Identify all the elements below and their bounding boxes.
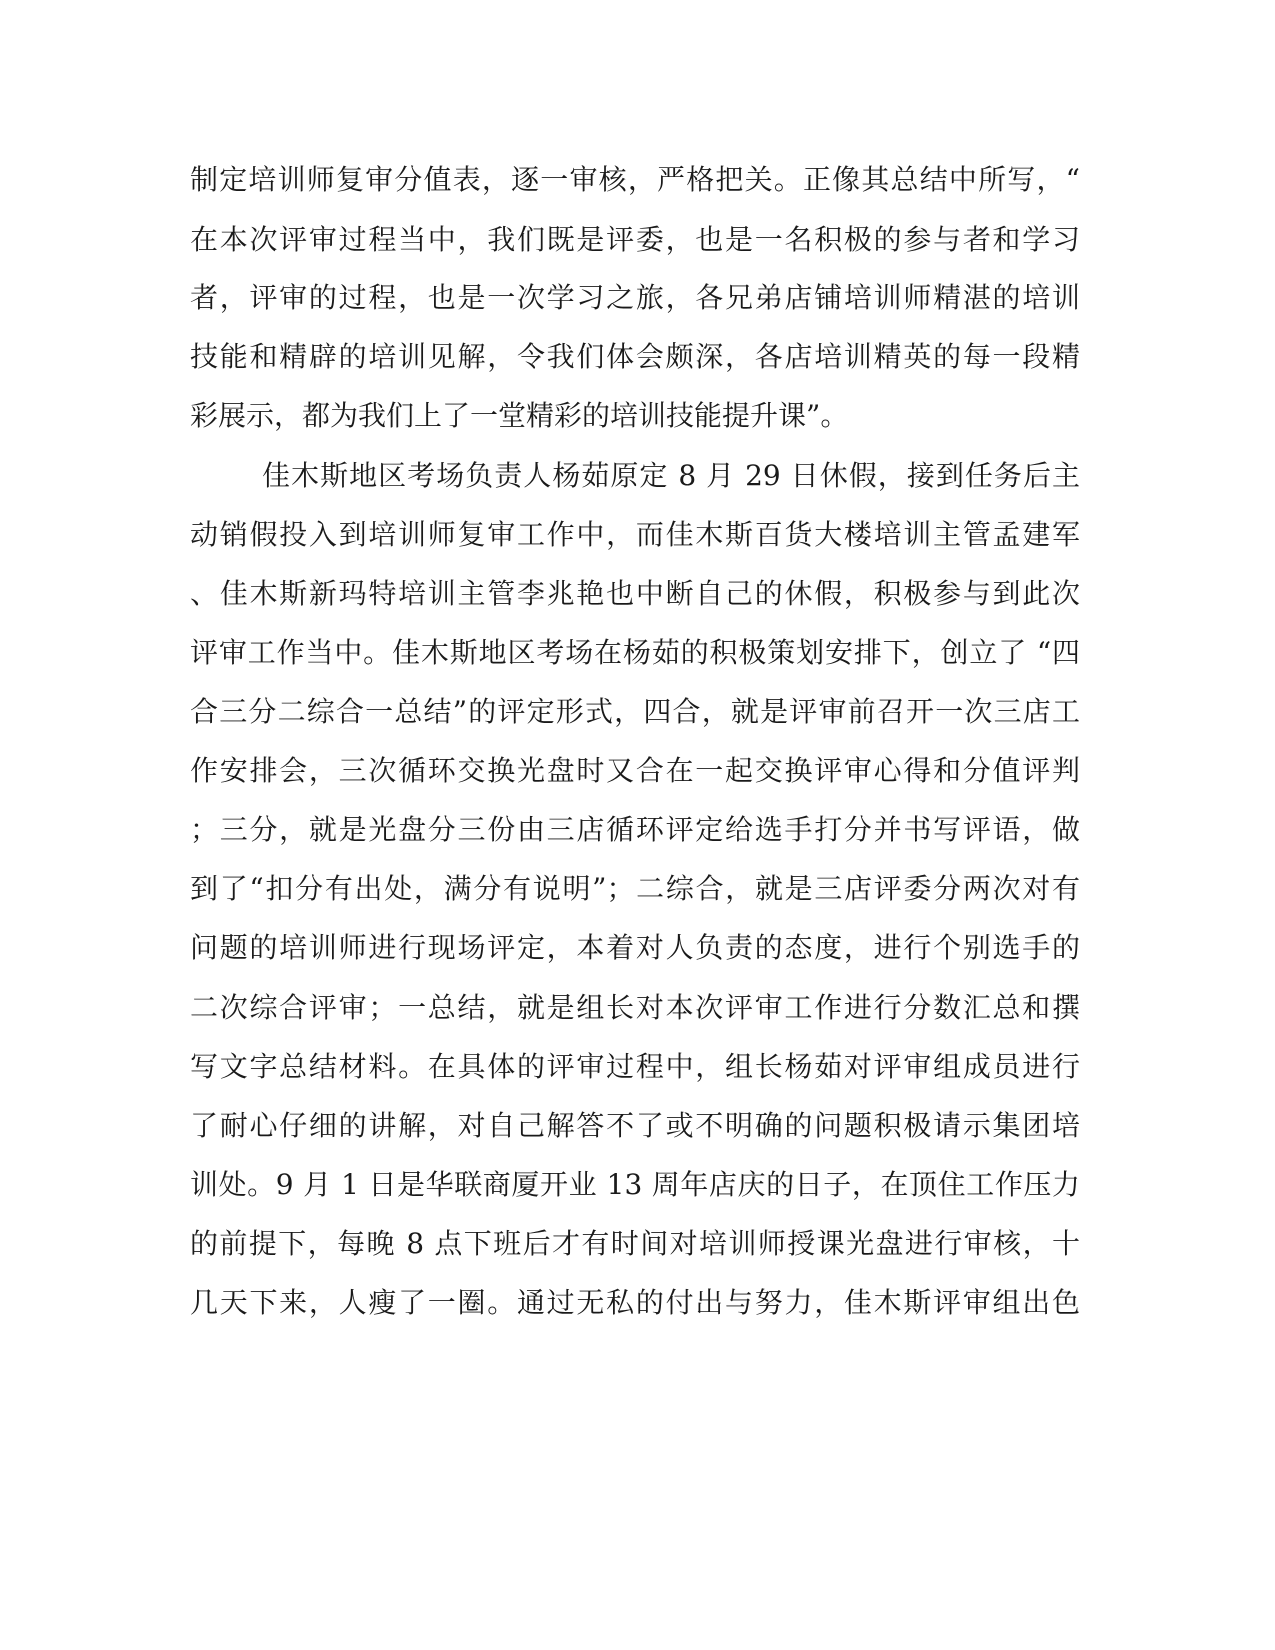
text-line: 制定培训师复审分值表，逐一审核，严格把关。正像其总结中所写，“ [190, 163, 1080, 196]
text-line: 彩展示，都为我们上了一堂精彩的培训技能提升课”。 [190, 399, 849, 432]
text-line: 二次综合评审；一总结，就是组长对本次评审工作进行分数汇总和撰 [190, 991, 1080, 1024]
text-line: 到了“扣分有出处，满分有说明”；二综合，就是三店评委分两次对有 [190, 872, 1080, 905]
text-line: 、佳木斯新玛特培训主管李兆艳也中断自己的休假，积极参与到此次 [190, 577, 1080, 610]
text-line: 技能和精辟的培训见解，令我们体会颇深，各店培训精英的每一段精 [190, 340, 1080, 373]
text-line: 动销假投入到培训师复审工作中，而佳木斯百货大楼培训主管孟建军 [190, 518, 1080, 551]
text-line: 在本次评审过程当中，我们既是评委，也是一名积极的参与者和学习 [190, 223, 1080, 256]
text-line: 作安排会，三次循环交换光盘时又合在一起交换评审心得和分值评判 [190, 754, 1080, 787]
text-line: 写文字总结材料。在具体的评审过程中，组长杨茹对评审组成员进行 [190, 1050, 1080, 1083]
text-line: 者，评审的过程，也是一次学习之旅，各兄弟店铺培训师精湛的培训 [190, 281, 1080, 314]
text-line: 评审工作当中。佳木斯地区考场在杨茹的积极策划安排下，创立了 “四 [190, 636, 1080, 669]
text-line: 佳木斯地区考场负责人杨茹原定 8 月 29 日休假，接到任务后主 [262, 459, 1080, 492]
text-line: ；三分，就是光盘分三份由三店循环评定给选手打分并书写评语，做 [190, 813, 1080, 846]
text-line: 的前提下，每晚 8 点下班后才有时间对培训师授课光盘进行审核，十 [190, 1227, 1080, 1260]
text-line: 几天下来，人瘦了一圈。通过无私的付出与努力，佳木斯评审组出色 [190, 1286, 1080, 1319]
text-line: 训处。9 月 1 日是华联商厦开业 13 周年店庆的日子，在顶住工作压力 [190, 1168, 1080, 1201]
text-line: 了耐心仔细的讲解，对自己解答不了或不明确的问题积极请示集团培 [190, 1109, 1080, 1142]
text-line: 合三分二综合一总结”的评定形式，四合，就是评审前召开一次三店工 [190, 695, 1080, 728]
text-line: 问题的培训师进行现场评定，本着对人负责的态度，进行个别选手的 [190, 931, 1080, 964]
